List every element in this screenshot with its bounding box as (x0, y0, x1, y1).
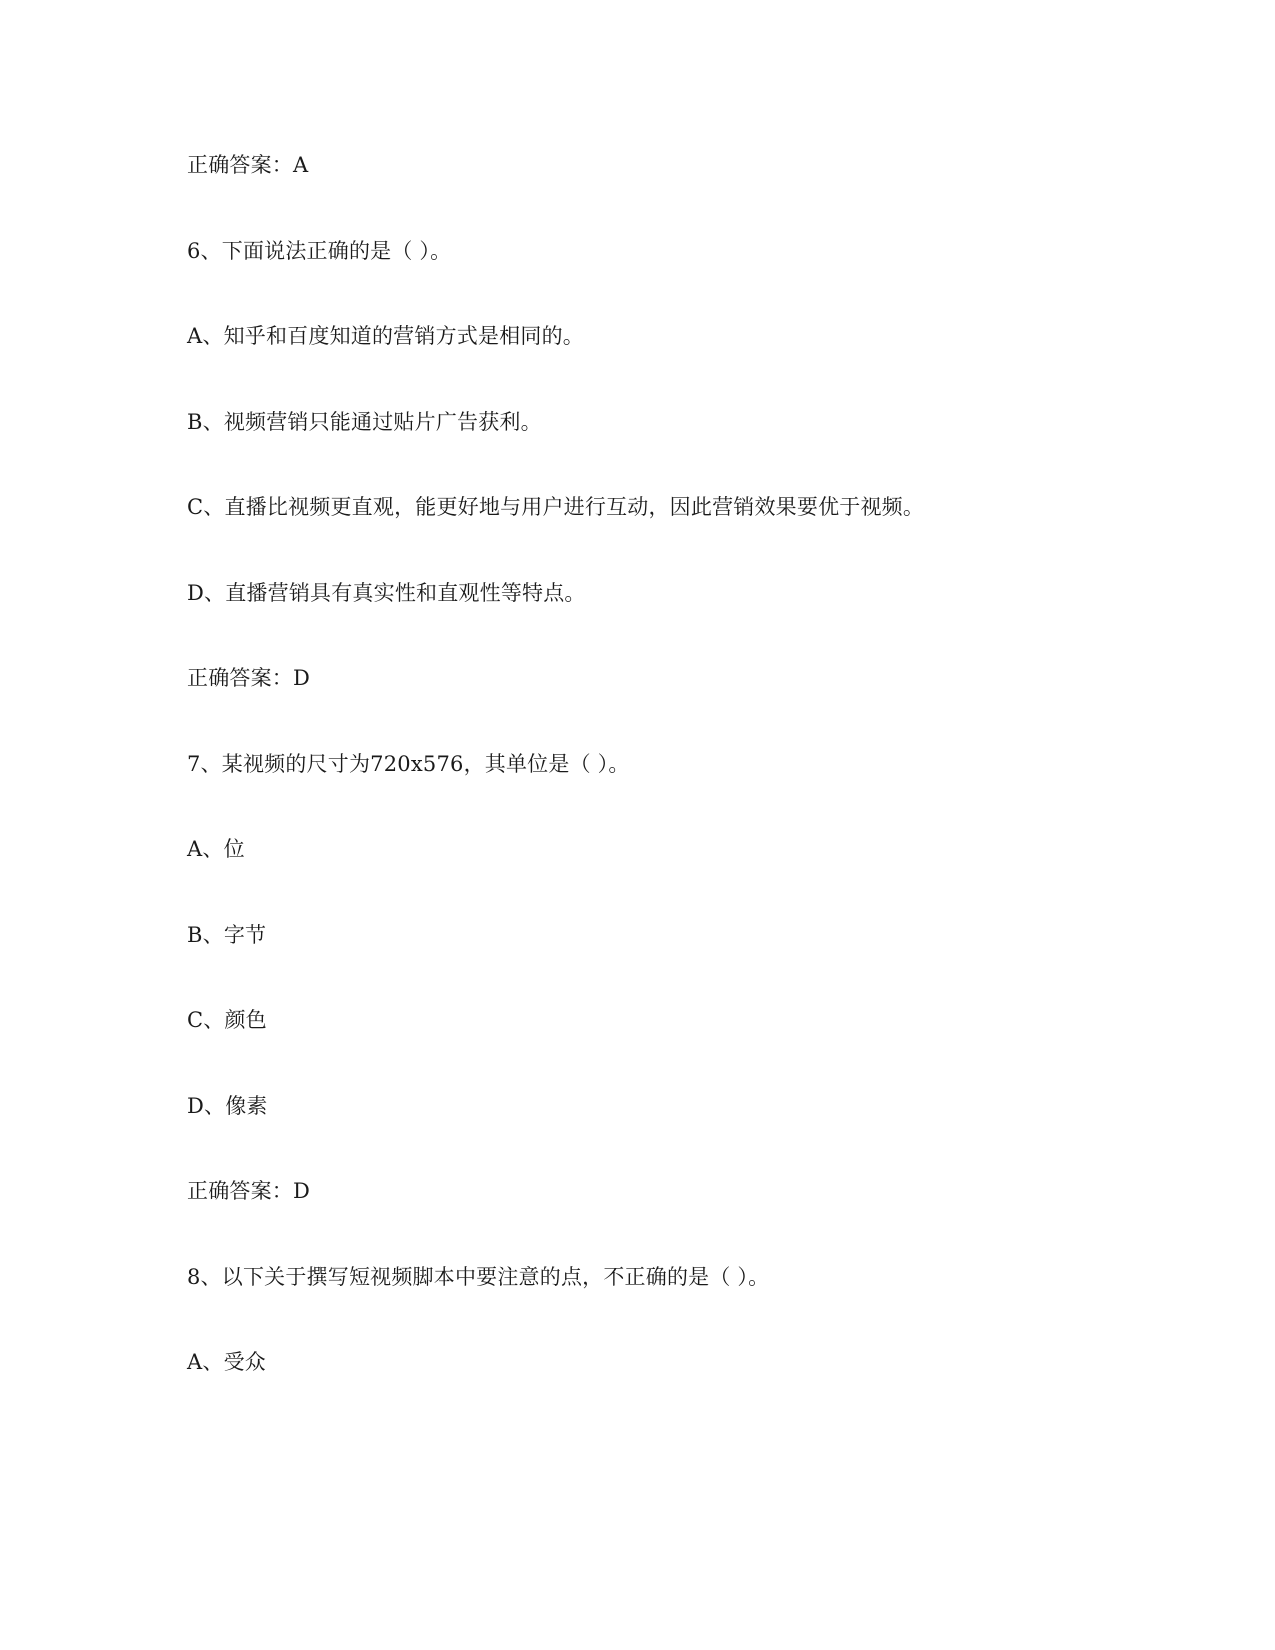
option-6a: A、知乎和百度知道的营销方式是相同的。 (187, 324, 584, 348)
option-8a: A、受众 (187, 1350, 266, 1374)
question-6: 6、下面说法正确的是（ ）。 (187, 239, 452, 263)
question-7: 7、某视频的尺寸为720x576，其单位是（ ）。 (187, 752, 630, 776)
option-6d: D、直播营销具有真实性和直观性等特点。 (187, 581, 586, 605)
option-7b: B、字节 (187, 923, 267, 947)
option-7c: C、颜色 (187, 1008, 267, 1032)
answer-line-q7: 正确答案：D (187, 1179, 311, 1203)
option-7a: A、位 (187, 837, 245, 861)
answer-line-q5: 正确答案：A (187, 153, 309, 177)
answer-line-q6: 正确答案：D (187, 666, 311, 690)
option-7d: D、像素 (187, 1094, 268, 1118)
option-6c: C、直播比视频更直观，能更好地与用户进行互动，因此营销效果要优于视频。 (187, 495, 925, 519)
question-8: 8、以下关于撰写短视频脚本中要注意的点，不正确的是（ ）。 (187, 1265, 770, 1289)
option-6b: B、视频营销只能通过贴片广告获利。 (187, 410, 542, 434)
